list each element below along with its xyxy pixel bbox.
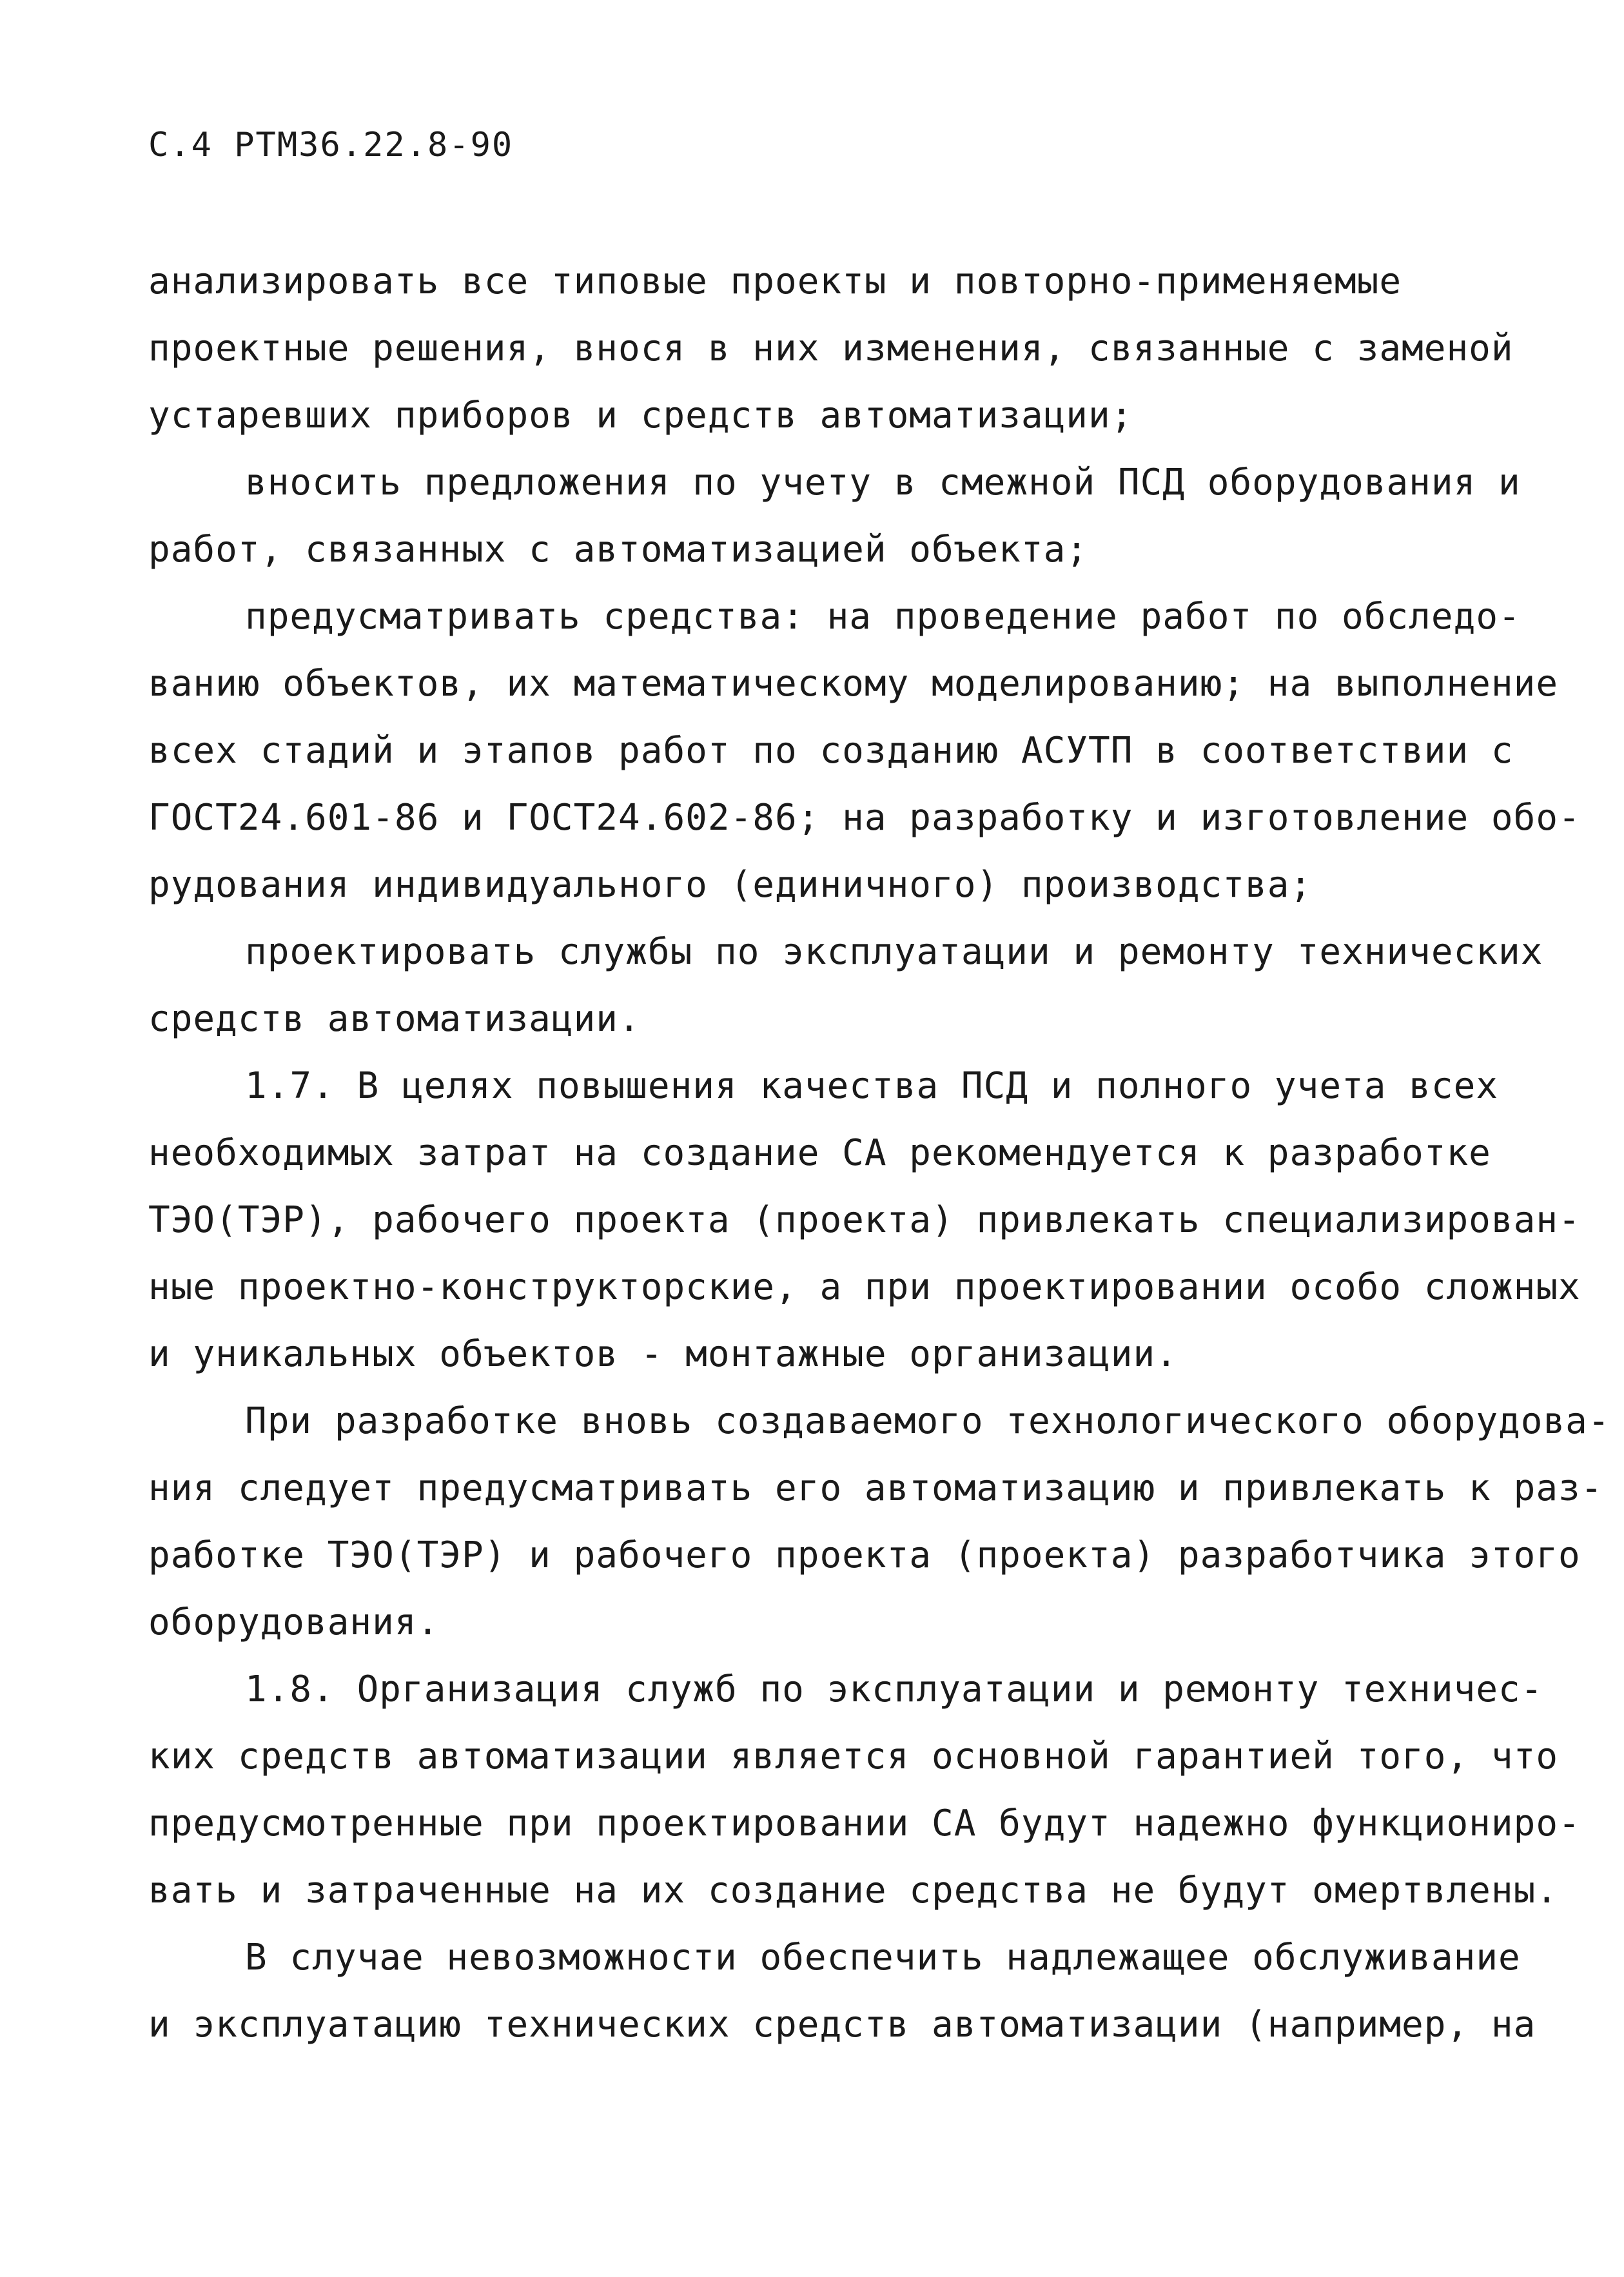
body-text [148, 248, 1610, 2058]
text-line: ких средств автоматизации является основной гарантией того, что [148, 1735, 1559, 1777]
text-line: вносить предложения по учету в смежной ПСД оборудования и [245, 462, 1521, 503]
text-line: предусмотренные при проектировании СА будут надежно функциониро- [148, 1803, 1581, 1844]
text-line: вать и затраченные на их создание средства не будут омертвлены. [148, 1870, 1559, 1911]
text-line: ные проектно-конструкторские, а при проектировании особо сложных [148, 1266, 1581, 1308]
text-line: проектировать службы по эксплуатации и ремонту технических [245, 931, 1543, 973]
text-line: устаревших приборов и средств автоматизации; [148, 395, 1133, 436]
text-line: анализировать все типовые проекты и повторно-применяемые [148, 260, 1402, 302]
text-line: 1.7. В целях повышения качества ПСД и полного учета всех [245, 1065, 1499, 1107]
text-line: При разработке вновь создаваемого технологического оборудова- [245, 1400, 1610, 1442]
text-line: предусматривать средства: на проведение работ по обследо- [245, 596, 1521, 638]
text-line: ГОСТ24.601-86 и ГОСТ24.602-86; на разработку и изготовление обо- [148, 797, 1581, 839]
text-line: и уникальных объектов - монтажные организации. [148, 1333, 1178, 1375]
page-header: С.4 РТМ36.22.8-90 [148, 126, 514, 164]
text-line: средств автоматизации. [148, 998, 641, 1040]
text-line: работке ТЭО(ТЭР) и рабочего проекта (проекта) разработчика этого [148, 1534, 1581, 1576]
text-line: ния следует предусматривать его автоматизацию и привлекать к раз- [148, 1467, 1603, 1509]
text-line: 1.8. Организация служб по эксплуатации и ремонту техничес- [245, 1668, 1543, 1710]
text-line: проектные решения, внося в них изменения, связанные с заменой [148, 327, 1514, 369]
text-line: ТЭО(ТЭР), рабочего проекта (проекта) привлекать специализирован- [148, 1199, 1581, 1241]
text-line: необходимых затрат на создание СА рекомендуется к разработке [148, 1132, 1491, 1174]
text-line: ванию объектов, их математическому моделированию; на выполнение [148, 663, 1559, 705]
text-line: всех стадий и этапов работ по созданию АСУТП в соответствии с [148, 730, 1514, 772]
text-line: оборудования. [148, 1601, 440, 1643]
text-line: и эксплуатацию технических средств автоматизации (например, на [148, 2004, 1536, 2046]
text-line: работ, связанных с автоматизацией объекта; [148, 529, 1089, 571]
text-line: рудования индивидуального (единичного) производства; [148, 864, 1313, 906]
text-line: В случае невозможности обеспечить надлежащее обслуживание [245, 1937, 1521, 1979]
